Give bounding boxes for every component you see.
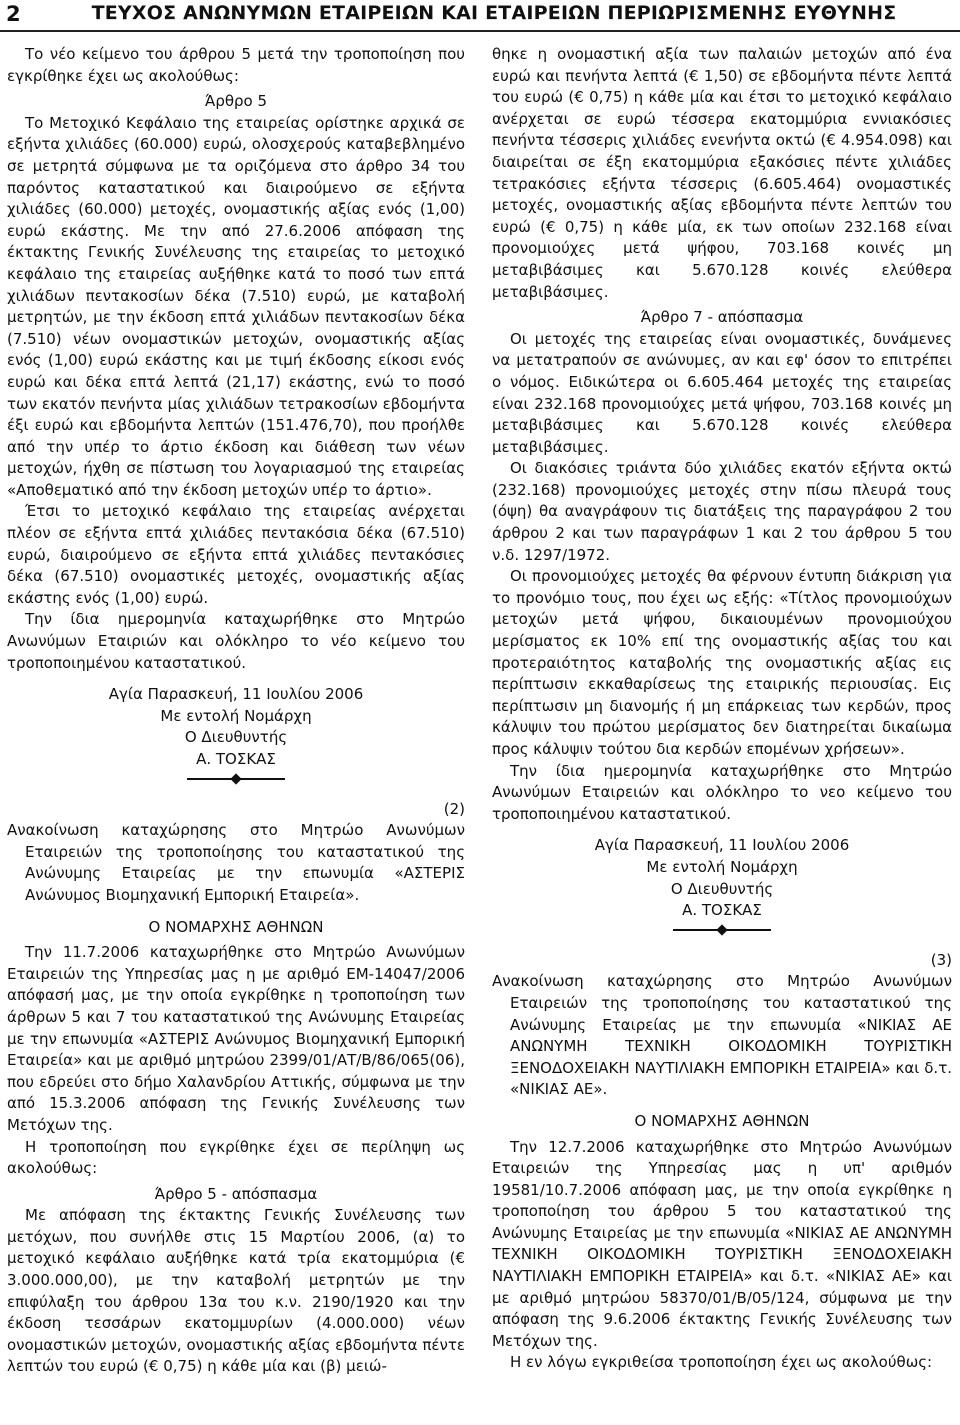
page-number: 2 bbox=[6, 2, 21, 26]
signature-order: Με εντολή Νομάρχη bbox=[646, 857, 798, 876]
signature-role: Ο Διευθυντής bbox=[184, 728, 288, 747]
notice-title: Ανακοίνωση καταχώρησης στο Μητρώο Ανωνύμων Εταιρειών της τροποποίησης του καταστατικού της Ανώνυμης Εταιρείας με την επωνυμία «ΝΙΚΙΑΣ ΑΕ ΑΝΩΝΥΜΗ ΤΕΧΝΙΚΗ ΟΙΚΟΔΟΜΙΚΗ ΤΟΥΡΙΣΤΙΚΗ ΞΕΝΟΔΟΧΕΙΑΚΗ ΝΑΥΤΙΛΙΑΚΗ ΕΜΠΟΡΙΚΗ ΕΤΑΙΡΕΙΑ» και δ.τ. «ΝΙΚΙΑΣ ΑΕ». bbox=[492, 972, 952, 1099]
signature-name: Α. ΤΟΣΚΑΣ bbox=[682, 901, 762, 920]
capital-paragraph: Έτσι το μετοχικό κεφάλαιο της εταιρείας ανέρχεται πλέον σε εξήντα επτά χιλιάδες πεντακόσια δέκα (67.510) ευρώ, διαιρούμενο σε εξήντα επτά χιλιάδες πεντακόσιες δέκα (67.510) ονομαστικές μετοχές, ονομαστικής αξίας εκάστης ενός (1,00) ευρώ. bbox=[7, 502, 465, 607]
intro-paragraph: Το νέο κείμενο του άρθρου 5 μετά την τροποποίηση που εγκρίθηκε έχει ως ακολούθως: bbox=[7, 45, 465, 85]
article-5-text: Το Μετοχικό Κεφάλαιο της εταιρείας ορίστηκε αρχικά σε εξήντα χιλιάδες (60.000) ευρώ, ολοσχερούς καταβεβλημένο σε μετρητά σύμφωνα με τα οριζόμενα στο άρθρο 34 του παρόντος καταστατικού και διαιρούμενο σε εξήντα χιλιάδες (60.000) μετοχές, ονομαστικής αξίας ενός (1,00) ευρώ εκάστης. Με την από 27.6.2006 απόφαση της έκτακτης Γενικής Συνέλευσης της εταιρείας το μετοχικό κεφάλαιο της εταιρείας αυξήθηκε κατά το ποσό των επτά χιλιάδων πεντακοσίων δέκα (7.510) ευρώ, με καταβολή μετρητών, με την έκδοση επτά χιλιάδων πεντακοσίων δέκα (7.510) νέων ονομαστικών μετοχών, ονομαστικής αξίας ενός (1,00) ευρώ εκάστης και με τιμή έκδοσης είκοσι ενός ευρώ και δέκα επτά λεπτά (21,17) εκάστης, ενώ το ποσό των εκατόν πενήντα μίας χιλιάδων τετρακοσίων εβδομήντα έξι ευρώ και εβδομήντα λεπτών (151.476,70), που προήλθε από την υπέρ το άρτιο έκδοση και διάθεση των νέων μετοχών, ήχθη σε πίστωση του λογαριασμού της εταιρείας «Αποθεματικό από την έκδοση μετοχών υπέρ το άρτιο». bbox=[7, 113, 465, 499]
article-5-excerpt-text: Με απόφαση της έκτακτης Γενικής Συνέλευσης των μετόχων, που συνήλθε στις 15 Μαρτίου 2006, (α) το μετοχικό κεφάλαιο αυξήθηκε κατά τρία εκατομμύρια (€ 3.000.000,00), με την καταβολή μετρητών με την επιφύλαξη του άρθρου 13α του κ.ν. 2190/1920 και την έκδοση τεσσάρων εκατομμυρίων (4.000.000) νέων ονομαστικών μετοχών, ονομαστικής αξίας εβδομήντα πέντε λεπτών του ευρώ (€ 0,75) η κάθε μία και (β) μειώ- bbox=[7, 1206, 465, 1376]
registration-paragraph: Την ίδια ημερομηνία καταχωρήθηκε στο Μητρώο Ανωνύμων Εταιρειών και ολόκληρο το νεο κείμενο του τροποποιημένου καταστατικού. bbox=[492, 761, 952, 823]
notice-title: Ανακοίνωση καταχώρησης στο Μητρώο Ανωνύμων Εταιρειών της τροποποίησης του καταστατικού της Ανώνυμης Εταιρείας με την επωνυμία «ΑΣΤΕΡΙΣ Ανώνυμος Βιομηχανική Εμπορική Εταιρεία». bbox=[7, 821, 465, 904]
preferred-shares-paragraph: Οι διακόσιες τριάντα δύο χιλιάδες εκατόν εξήντα οκτώ (232.168) προνομιούχες μετοχές στην πίσω πλευρά τους (όψη) θα αναγράφουν τις διατάξεις της παραγράφου 2 του άρθρου 2 και των παραγράφων 1 και 2 του άρθρου 5 του ν.δ. 1297/1972. bbox=[492, 459, 952, 564]
diamond-separator bbox=[492, 922, 952, 938]
continued-paragraph: θηκε η ονομαστική αξία των παλαιών μετοχών από ένα ευρώ και πενήντα λεπτά (€ 1,50) σε εβδομήντα πέντε λεπτά του ευρώ (€ 0,75) η κάθε μία και έτσι το μετοχικό κεφάλαιο ανέρχεται σε ευρώ τέσσερα εκατομμύρια εννιακόσιες πενήντα τέσσερις χιλιάδες ενενήντα οκτώ (€ 4.954.098) και διαιρείται σε έξη εκατομμύρια εξακόσιες πέντε χιλιάδες τετρακόσιες εξήντα τέσσερις (6.605.464) ονομαστικές μετοχές, ονομαστικής αξίας εβδομήντα πέντε λεπτών του ευρώ (€ 0,75) η κάθε μία, εκ των οποίων 232.168 είναι προνομιούχες μετά ψήφου, 703.168 κοινές μη μεταβιβάσιμες και 5.670.128 κοινές ελεύθερα μεταβιβάσιμες. bbox=[492, 45, 952, 301]
left-column bbox=[7, 44, 465, 1378]
registration-paragraph: Την ίδια ημερομηνία καταχωρήθηκε στο Μητρώο Ανωνύμων Εταιριών και ολόκληρο το νέο κείμενο του τροποποιημένου καταστατικού. bbox=[7, 610, 465, 672]
signature-role: Ο Διευθυντής bbox=[670, 879, 774, 898]
notice-number: (2) bbox=[443, 799, 465, 818]
decision-paragraph: Την 11.7.2006 καταχωρήθηκε στο Μητρώο Ανωνύμων Εταιρειών της Υπηρεσίας μας η με αριθμό ΕΜ-14047/2006 απόφασή μας, με την οποία εγκρίθηκε η τροποποίηση των άρθρων 5 και 7 του καταστατικού της Ανώνυμης Εταιρείας με την επωνυμία «ΑΣΤΕΡΙΣ Ανώνυμος Βιομηχανική Εμπορική Εταιρεία» και με αριθμό μητρώου 2399/01/ΑΤ/Β/86/065(06), που εδρεύει στο δήμο Χαλανδρίου Αττικής, σύμφωνα με την από 15.3.2006 απόφαση της Γενικής Συνέλευσης των Μετόχων της. bbox=[7, 943, 465, 1134]
decision-paragraph: Την 12.7.2006 καταχωρήθηκε στο Μητρώο Ανωνύμων Εταιρειών της Υπηρεσίας μας η υπ' αριθμόν 19581/10.7.2006 απόφαση μας, με την οποία εγκρίθηκε η τροποποίηση του άρθρου 5 του καταστατικού της Ανώνυμης Εταιρείας με την επωνυμία «ΝΙΚΙΑΣ ΑΕ ΑΝΩΝΥΜΗ ΤΕΧΝΙΚΗ ΟΙΚΟΔΟΜΙΚΗ ΤΟΥΡΙΣΤΙΚΗ ΞΕΝΟΔΟΧΕΙΑΚΗ ΝΑΥΤΙΛΙΑΚΗ ΕΜΠΟΡΙΚΗ ΕΤΑΙΡΕΙΑ» και δ.τ. «ΝΙΚΙΑΣ ΑΕ» και με αριθμό μητρώου 58370/01/Β/05/124, σύμφωνα με την απόφαση της 9.6.2006 έκτακτης Γενικής Συνέλευσης των Μετόχων της. bbox=[492, 1137, 952, 1350]
article-5-heading: Άρθρο 5 bbox=[204, 92, 268, 111]
signature-place-date: Αγία Παρασκευή, 11 Ιουλίου 2006 bbox=[108, 685, 364, 704]
running-title: ΤΕΥΧΟΣ ΑΝΩΝΥΜΩΝ ΕΤΑΙΡΕΙΩΝ ΚΑΙ ΕΤΑΙΡΕΙΩΝ ΠΕΡΙΩΡΙΣΜΕΝΗΣ ΕΥΘΥΝΗΣ bbox=[91, 2, 897, 24]
signature-place-date: Αγία Παρασκευή, 11 Ιουλίου 2006 bbox=[594, 836, 850, 855]
signature-name: Α. ΤΟΣΚΑΣ bbox=[196, 750, 276, 768]
prefect-heading: Ο ΝΟΜΑΡΧΗΣ ΑΘΗΝΩΝ bbox=[148, 917, 324, 936]
notice-number: (3) bbox=[930, 950, 952, 969]
amendment-intro: Η εν λόγω εγκριθείσα τροποποίηση έχει ως ακολούθως: bbox=[510, 1353, 933, 1372]
right-column bbox=[492, 44, 952, 1374]
diamond-separator bbox=[7, 771, 465, 787]
summary-intro: Η τροποποίηση που εγκρίθηκε έχει σε περίληψη ως ακολούθως: bbox=[7, 1137, 465, 1178]
article-7-excerpt-heading: Άρθρο 7 - απόσπασμα bbox=[640, 308, 804, 327]
privilege-paragraph: Οι προνομιούχες μετοχές θα φέρνουν έντυπη διάκριση για το προνόμιο τους, που έχει ως εξής: «Τίτλος προνομιούχων μετοχών μετά ψήφου, δικαιουμένων προνομιούχου μερίσματος εκ 10% επί της ονομαστικής αξίας του και προτεραιότητος καταβολής της ονομαστικής αξίας εις περίπτωσιν εκκαθαρίσεως της εταιρικής περιουσίας. Εις περίπτωσιν μη διανομής ή μη επάρκειας των κερδών, προς κάλυψιν του πρώτου μερίσματος δεν διατηρείται δικαίωμα προς κάλυψιν τούτου δια κερδών επομένων χρήσεων». bbox=[492, 567, 952, 758]
header-rule bbox=[0, 30, 960, 32]
page-header bbox=[0, 0, 960, 34]
article-5-excerpt-heading: Άρθρο 5 - απόσπασμα bbox=[154, 1184, 318, 1203]
signature-order: Με εντολή Νομάρχη bbox=[160, 706, 312, 725]
shares-paragraph: Οι μετοχές της εταιρείας είναι ονομαστικές, δυνάμενες να μετατραπούν σε ανώνυμες, αν και εφ' όσον το επιτρέπει ο νόμος. Ειδικώτερα οι 6.605.464 μετοχές της εταιρείας είναι 232.168 προνομιούχες μετά ψήφου, 703.168 κοινές μη μεταβιβάσιμες και 5.670.128 κοινές ελεύθερα μεταβιβάσιμες. bbox=[492, 329, 952, 456]
prefect-heading: Ο ΝΟΜΑΡΧΗΣ ΑΘΗΝΩΝ bbox=[634, 1111, 810, 1130]
